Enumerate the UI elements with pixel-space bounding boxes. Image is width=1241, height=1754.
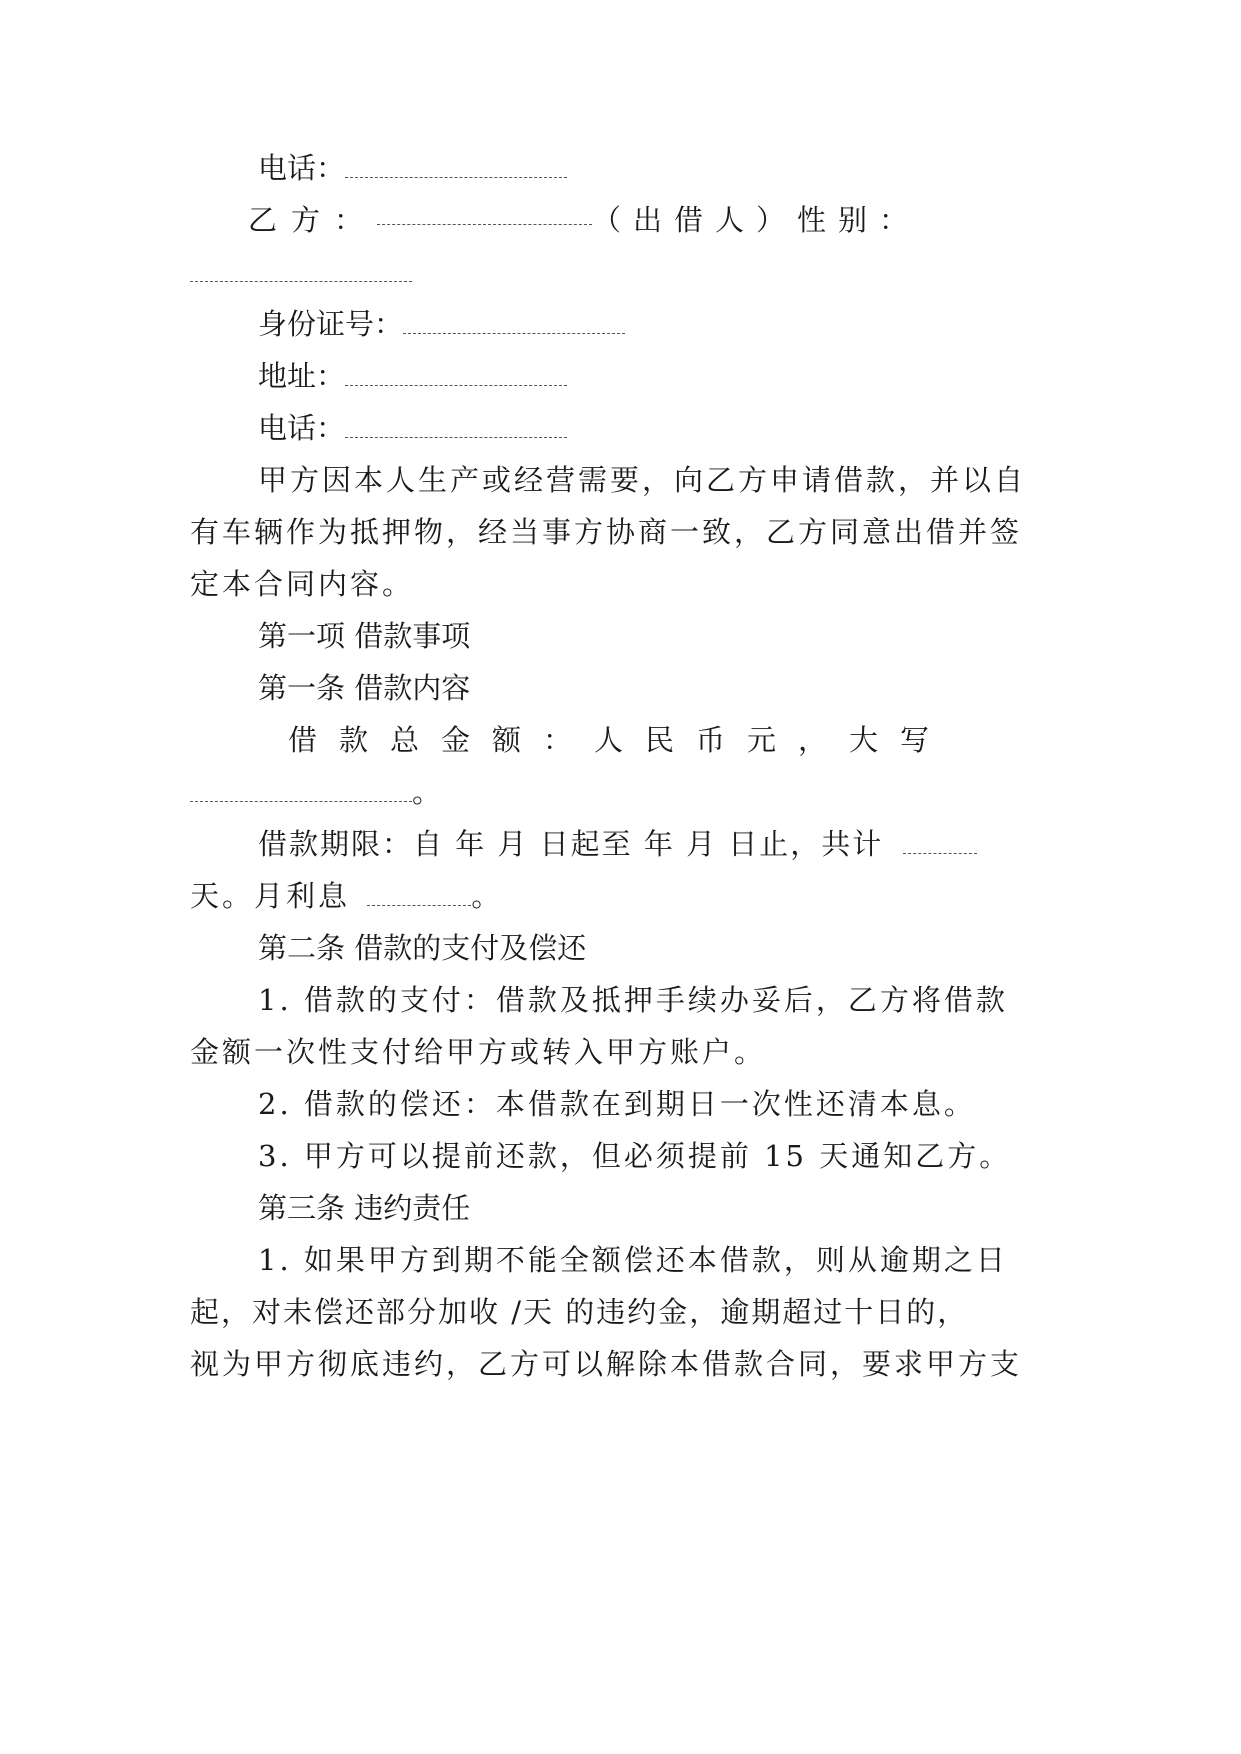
uppercase-amount-blank xyxy=(190,779,412,802)
address-label: 地址： xyxy=(258,359,346,393)
phone-label: 电话： xyxy=(258,151,346,185)
phone-blank xyxy=(345,415,567,438)
loan-term-line xyxy=(258,826,977,862)
section-heading-1: 第一项 借款事项 xyxy=(258,619,471,653)
breach-line-3: 视为甲方彻底违约，乙方可以解除本借款合同，要求甲方支 xyxy=(190,1347,1023,1381)
gender-label: 性别： xyxy=(796,203,920,237)
loan-days-blank xyxy=(903,831,977,854)
preamble-line-1: 甲方因本人生产或经营需要，向乙方申请借款，并以自 xyxy=(258,463,1027,497)
preamble-line-3: 定本合同内容。 xyxy=(190,567,415,601)
phone-label: 电话： xyxy=(258,411,346,445)
gender-blank xyxy=(190,259,412,282)
lender-label: （出借人） xyxy=(591,203,797,237)
repayment-line: 2. 借款的偿还：本借款在到期日一次性还清本息。 xyxy=(258,1087,976,1121)
id-number-line xyxy=(258,306,625,342)
id-number-blank xyxy=(403,311,625,334)
uppercase-label: 大写 xyxy=(849,723,952,757)
phone-line-party-a xyxy=(258,150,567,186)
address-blank xyxy=(345,363,567,386)
uppercase-amount-line xyxy=(190,774,441,810)
address-line xyxy=(258,358,567,394)
phone-blank xyxy=(345,155,567,178)
interest-blank xyxy=(367,883,471,906)
gender-blank-line xyxy=(190,254,412,290)
party-b-line xyxy=(248,202,920,238)
phone-line-party-b xyxy=(258,410,567,446)
preamble-line-2: 有车辆作为抵押物，经当事方协商一致，乙方同意出借并签 xyxy=(190,515,1023,549)
payment-line-1: 1. 借款的支付：借款及抵押手续办妥后，乙方将借款 xyxy=(258,983,1008,1017)
loan-term-text: 借款期限：自 年 月 日起至 年 月 日止，共计 xyxy=(258,827,884,861)
party-b-name-blank xyxy=(377,202,592,225)
id-number-label: 身份证号： xyxy=(258,307,404,341)
article-heading-3: 第三条 违约责任 xyxy=(258,1191,471,1225)
article-heading-2: 第二条 借款的支付及偿还 xyxy=(258,931,587,965)
loan-amount-label: 借款总金额：人民币 xyxy=(288,723,748,757)
payment-line-2: 金额一次性支付给甲方或转入甲方账户。 xyxy=(190,1035,767,1069)
party-b-label: 乙方： xyxy=(248,203,378,237)
breach-line-2: 起，对未偿还部分加收 /天 的违约金，逾期超过十日的， xyxy=(190,1295,969,1329)
interest-line xyxy=(190,878,500,914)
yuan-label: 元， xyxy=(747,723,850,757)
interest-end: 。 xyxy=(471,879,501,913)
loan-amount-line xyxy=(288,722,952,758)
uppercase-amount-end: 。 xyxy=(412,775,442,809)
breach-line-1: 1. 如果甲方到期不能全额偿还本借款，则从逾期之日 xyxy=(258,1243,1008,1277)
article-heading-1: 第一条 借款内容 xyxy=(258,671,471,705)
interest-label: 天。月利息 xyxy=(190,879,351,913)
prepayment-line: 3. 甲方可以提前还款，但必须提前 15 天通知乙方。 xyxy=(258,1139,1012,1173)
